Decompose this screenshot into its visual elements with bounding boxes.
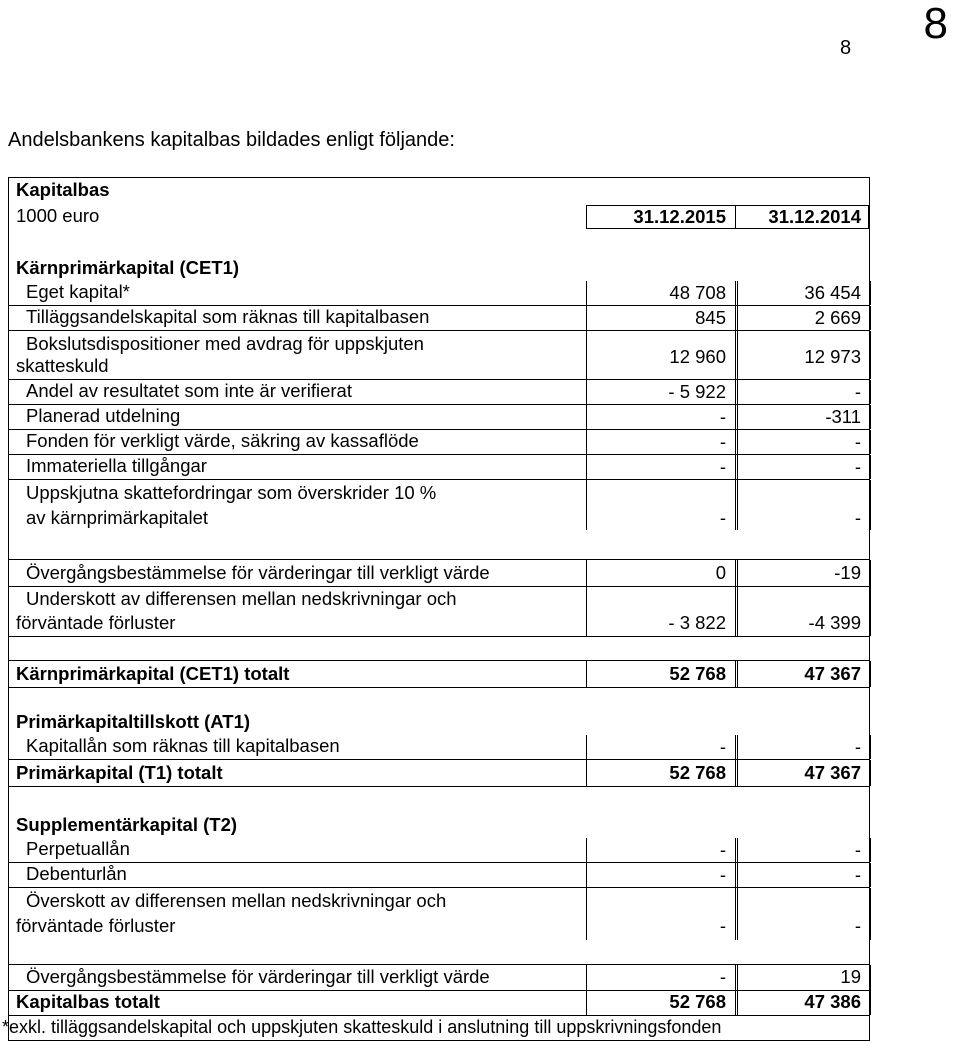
row-label-cont: förväntade förluster bbox=[16, 612, 176, 633]
capital-base-table bbox=[2, 177, 870, 1040]
t1-total-row bbox=[8, 760, 870, 787]
row-label: Eget kapital* bbox=[26, 281, 130, 302]
value-2014: -4 399 bbox=[808, 612, 861, 633]
row-label: Bokslutsdispositioner med avdrag för uppskjuten bbox=[26, 333, 424, 354]
table-row bbox=[8, 430, 870, 455]
value-2015: 52 768 bbox=[669, 762, 726, 783]
value-2015: - bbox=[719, 431, 726, 452]
page-number-large: 8 bbox=[923, 0, 948, 48]
grand-total-row bbox=[8, 990, 870, 1016]
table-row bbox=[8, 480, 870, 530]
value-2015: 845 bbox=[695, 307, 726, 328]
table-title: Kapitalbas bbox=[16, 179, 110, 200]
table-row bbox=[8, 964, 870, 991]
page-number: 8 bbox=[840, 37, 852, 59]
row-label: Debenturlån bbox=[26, 863, 127, 884]
row-label: Underskott av differensen mellan nedskrivningar och bbox=[26, 588, 457, 609]
value-2014: 12 973 bbox=[804, 346, 861, 367]
value-2015: 12 960 bbox=[669, 346, 726, 367]
value-2015: 48 708 bbox=[669, 282, 726, 303]
value-2014: - bbox=[854, 915, 861, 936]
table-row bbox=[8, 888, 870, 940]
value-2014: - bbox=[854, 736, 861, 757]
table-row bbox=[8, 281, 870, 306]
table-row bbox=[8, 559, 870, 587]
row-label: Andel av resultatet som inte är verifierat bbox=[26, 380, 352, 401]
row-label-cont: förväntade förluster bbox=[16, 915, 176, 936]
row-label-cont: skatteskuld bbox=[16, 355, 109, 376]
row-label: Fonden för verkligt värde, säkring av kassaflöde bbox=[26, 430, 419, 451]
value-2015: - bbox=[719, 507, 726, 528]
value-2014: - bbox=[854, 381, 861, 402]
row-label: Kärnprimärkapital (CET1) totalt bbox=[16, 663, 290, 684]
value-2014: 47 386 bbox=[804, 991, 861, 1012]
row-label-cont: av kärnprimärkapitalet bbox=[26, 507, 208, 528]
value-2014: 36 454 bbox=[804, 282, 861, 303]
row-label: Primärkapital (T1) totalt bbox=[16, 762, 223, 783]
value-2015: - 3 822 bbox=[668, 612, 726, 633]
value-2015: - bbox=[719, 736, 726, 757]
table-row bbox=[8, 863, 870, 888]
col1-header: 31.12.2015 bbox=[633, 206, 726, 227]
table-row bbox=[8, 331, 870, 380]
value-2015: - 5 922 bbox=[668, 381, 726, 402]
footnote-row bbox=[2, 1016, 870, 1041]
value-2015: - bbox=[719, 966, 726, 987]
value-2014: - bbox=[854, 839, 861, 860]
value-2014: -311 bbox=[825, 406, 861, 427]
header-row bbox=[8, 205, 870, 229]
table-row bbox=[8, 306, 870, 331]
value-2014: 2 669 bbox=[814, 307, 861, 328]
row-label: Perpetuallån bbox=[26, 838, 130, 859]
value-2015: - bbox=[719, 915, 726, 936]
intro-text: Andelsbankens kapitalbas bildades enligt följande: bbox=[8, 129, 455, 151]
unit-label: 1000 euro bbox=[16, 205, 100, 226]
value-2015: 52 768 bbox=[669, 991, 726, 1012]
value-2015: 0 bbox=[715, 562, 726, 583]
cet1-total-row bbox=[8, 660, 870, 688]
row-label: Övergångsbestämmelse för värderingar till verkligt värde bbox=[26, 562, 490, 583]
table-top-border bbox=[8, 177, 870, 202]
value-2015: - bbox=[719, 456, 726, 477]
value-2014: - bbox=[854, 864, 861, 885]
row-label: Kapitalbas totalt bbox=[16, 991, 160, 1012]
value-2014: - bbox=[854, 456, 861, 477]
table-row bbox=[8, 838, 870, 863]
value-2014: -19 bbox=[834, 562, 861, 583]
table-row bbox=[8, 405, 870, 430]
footnote: *exkl. tilläggsandelskapital och uppskjuten skatteskuld i anslutning till uppskrivningsfonden bbox=[2, 1017, 722, 1037]
value-2014: - bbox=[854, 431, 861, 452]
row-label: Tilläggsandelskapital som räknas till kapitalbasen bbox=[26, 306, 430, 327]
value-2014: 47 367 bbox=[804, 762, 861, 783]
table-row bbox=[8, 380, 870, 405]
value-2014: - bbox=[854, 507, 861, 528]
table-row bbox=[8, 455, 870, 480]
value-2015: - bbox=[719, 406, 726, 427]
value-2015: - bbox=[719, 864, 726, 885]
row-label: Övergångsbestämmelse för värderingar till verkligt värde bbox=[26, 966, 490, 987]
section-at1: Primärkapitaltillskott (AT1) bbox=[16, 711, 251, 732]
row-label: Överskott av differensen mellan nedskrivningar och bbox=[26, 890, 447, 911]
value-2014: 19 bbox=[840, 966, 861, 987]
value-2015: - bbox=[719, 839, 726, 860]
col2-header: 31.12.2014 bbox=[768, 206, 861, 227]
value-2015: 52 768 bbox=[669, 663, 726, 684]
row-label: Immateriella tillgångar bbox=[26, 455, 207, 476]
table-row bbox=[8, 586, 870, 637]
row-label: Planerad utdelning bbox=[26, 405, 181, 426]
row-label: Kapitallån som räknas till kapitalbasen bbox=[26, 735, 340, 756]
section-t2: Supplementärkapital (T2) bbox=[16, 814, 238, 835]
section-cet1: Kärnprimärkapital (CET1) bbox=[16, 257, 240, 278]
value-2014: 47 367 bbox=[804, 663, 861, 684]
row-label: Uppskjutna skattefordringar som överskrider 10 % bbox=[26, 482, 437, 503]
table-row bbox=[8, 735, 870, 760]
